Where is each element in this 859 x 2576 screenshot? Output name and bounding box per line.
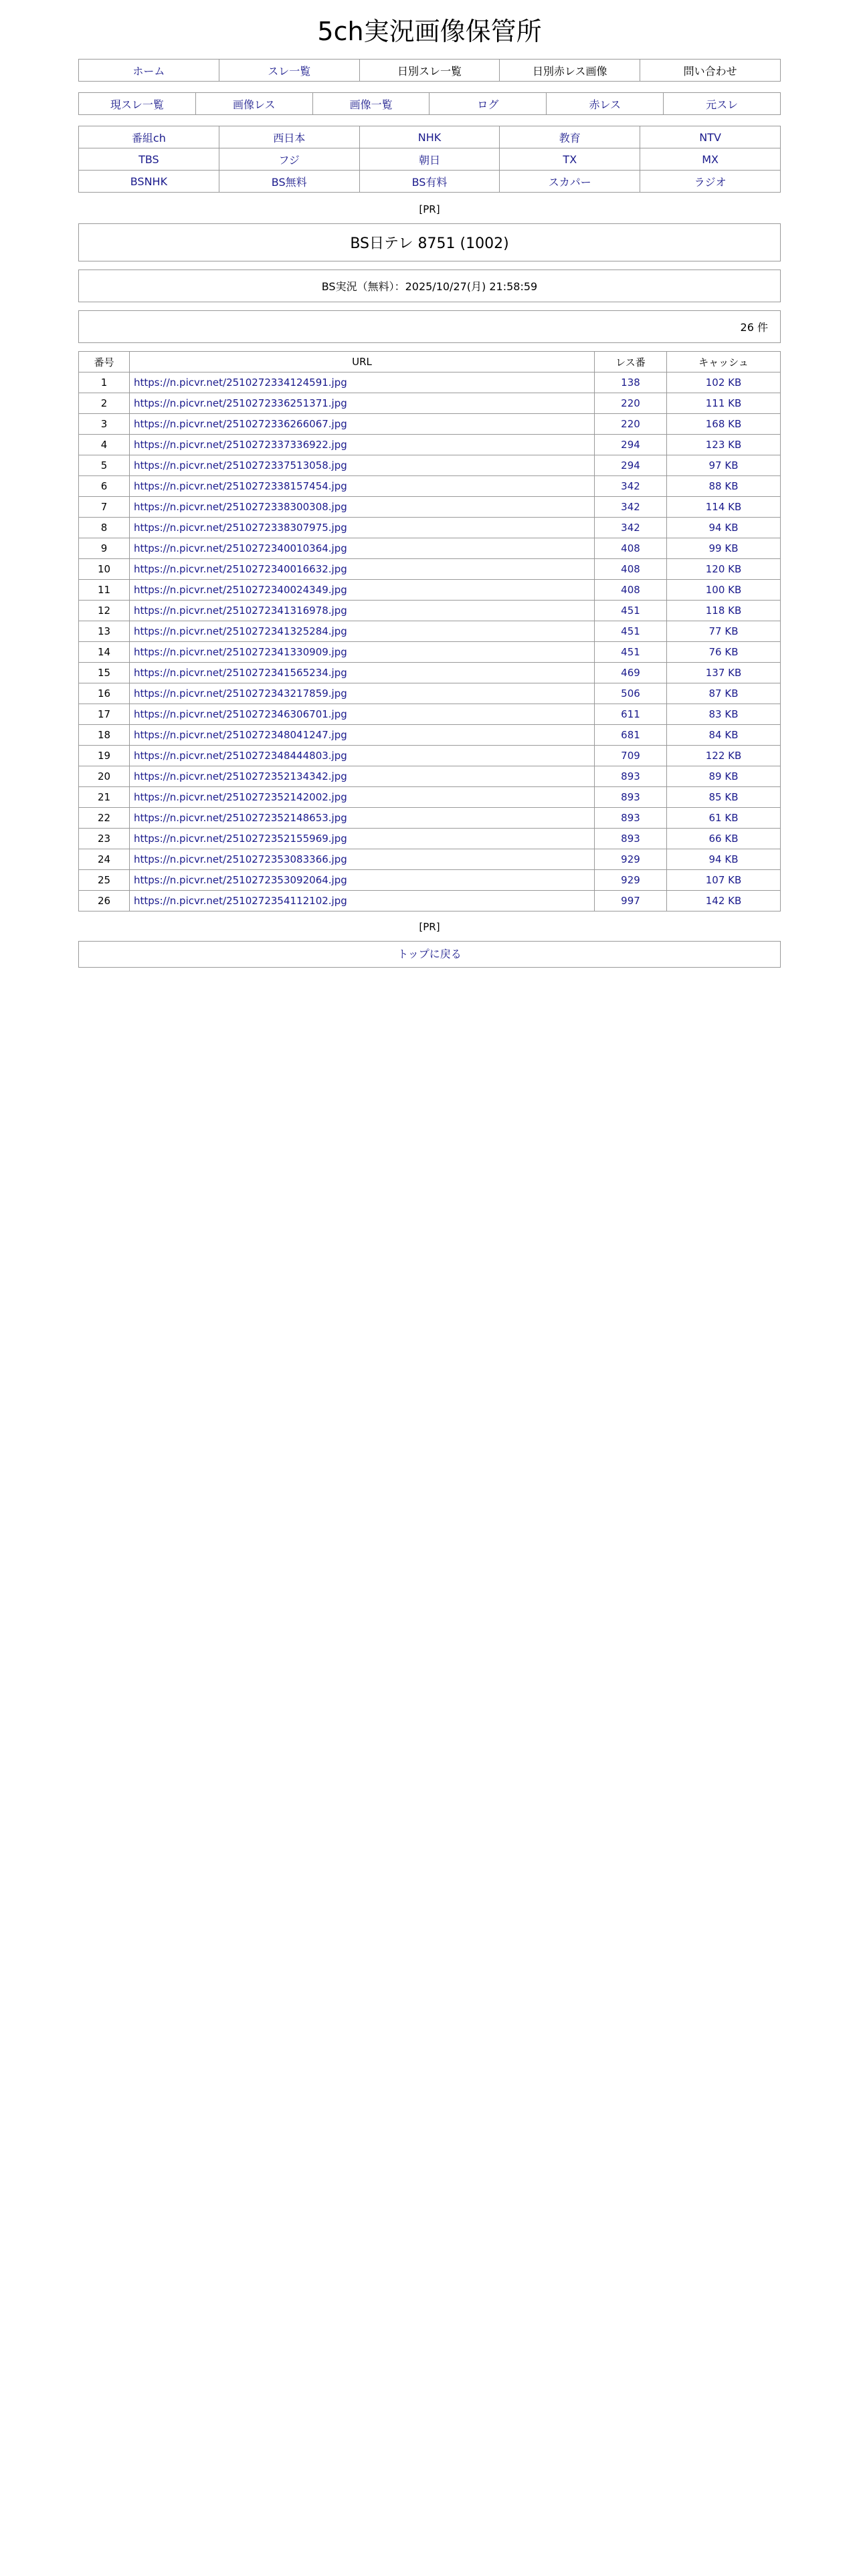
channel-cell[interactable]	[500, 126, 640, 148]
cache-size-link[interactable]: 85 KB	[708, 791, 739, 803]
image-url-link[interactable]: https://n.picvr.net/2510272337513058.jpg	[134, 459, 347, 471]
res-number-link[interactable]: 681	[621, 729, 640, 741]
channel-cell[interactable]	[500, 148, 640, 171]
image-url-link[interactable]: https://n.picvr.net/2510272338307975.jpg	[134, 522, 347, 534]
cache-size-link[interactable]: 102 KB	[705, 377, 742, 389]
nav-link-red-res[interactable]: 赤レス	[589, 98, 621, 111]
row-cache-cell[interactable]	[667, 891, 781, 911]
row-res-cell[interactable]	[595, 372, 667, 393]
row-res-cell[interactable]	[595, 829, 667, 849]
row-number: 24	[79, 849, 130, 870]
table-row	[79, 808, 781, 829]
table-row	[79, 414, 781, 435]
channel-cell[interactable]	[219, 148, 359, 171]
row-url-cell[interactable]	[130, 663, 595, 683]
row-cache-cell[interactable]	[667, 725, 781, 746]
image-url-link[interactable]: https://n.picvr.net/2510272348444803.jpg	[134, 750, 347, 762]
row-url-cell[interactable]	[130, 725, 595, 746]
row-res-cell[interactable]	[595, 621, 667, 642]
cache-size-link[interactable]: 84 KB	[708, 729, 739, 741]
back-to-top-link[interactable]: トップに戻る	[397, 948, 462, 960]
row-number: 13	[79, 621, 130, 642]
image-url-link[interactable]: https://n.picvr.net/2510272340024349.jpg	[134, 584, 347, 596]
table-row	[79, 518, 781, 538]
row-cache-cell[interactable]	[667, 870, 781, 891]
res-number-link[interactable]: 408	[621, 584, 640, 596]
channel-cell[interactable]	[500, 171, 640, 193]
table-row	[79, 663, 781, 683]
nav-label-daily-red-images: 日別赤レス画像	[533, 64, 607, 78]
table-row	[79, 746, 781, 766]
cache-size-link[interactable]: 77 KB	[708, 625, 739, 637]
row-url-cell[interactable]	[130, 435, 595, 455]
nav-label-daily-threads: 日別スレ一覧	[397, 64, 462, 78]
table-row	[79, 870, 781, 891]
row-url-cell[interactable]	[130, 891, 595, 911]
table-row	[79, 829, 781, 849]
image-url-link[interactable]: https://n.picvr.net/2510272338157454.jpg	[134, 480, 347, 492]
header-res: レス番	[595, 352, 667, 372]
row-cache-cell[interactable]	[667, 704, 781, 725]
row-cache-cell[interactable]	[667, 538, 781, 559]
table-row	[79, 891, 781, 911]
row-res-cell[interactable]	[595, 601, 667, 621]
image-url-link[interactable]: https://n.picvr.net/2510272336251371.jpg	[134, 397, 347, 409]
table-row	[79, 621, 781, 642]
nav-item-home[interactable]	[79, 60, 219, 82]
page	[78, 0, 781, 968]
table-row	[79, 497, 781, 518]
row-res-cell[interactable]	[595, 393, 667, 414]
image-url-link[interactable]: https://n.picvr.net/2510272340010364.jpg	[134, 542, 347, 554]
cache-size-link[interactable]: 89 KB	[708, 770, 739, 782]
image-url-link[interactable]: https://n.picvr.net/2510272340016632.jpg	[134, 563, 347, 575]
cache-size-link[interactable]: 99 KB	[708, 542, 739, 554]
row-res-cell[interactable]	[595, 663, 667, 683]
channel-link-bs-paid[interactable]: BS有料	[411, 175, 448, 189]
res-number-link[interactable]: 294	[621, 459, 640, 471]
row-cache-cell[interactable]	[667, 414, 781, 435]
cache-size-link[interactable]: 88 KB	[708, 480, 739, 492]
channel-cell[interactable]	[640, 171, 781, 193]
table-row	[79, 601, 781, 621]
res-number-link[interactable]: 220	[621, 397, 640, 409]
pr-label-top: [PR]	[419, 203, 440, 215]
row-number: 11	[79, 580, 130, 601]
res-number-link[interactable]: 893	[621, 791, 640, 803]
row-cache-cell[interactable]	[667, 580, 781, 601]
table-row	[79, 725, 781, 746]
row-number: 1	[79, 372, 130, 393]
channel-cell[interactable]	[640, 148, 781, 171]
pr-label-bottom: [PR]	[419, 921, 440, 933]
row-cache-cell[interactable]	[667, 849, 781, 870]
row-res-cell[interactable]	[595, 642, 667, 663]
row-res-cell[interactable]	[595, 808, 667, 829]
row-url-cell[interactable]	[130, 455, 595, 476]
nav-item-image-res[interactable]	[195, 93, 312, 115]
cache-size-link[interactable]: 94 KB	[708, 853, 739, 865]
image-url-link[interactable]: https://n.picvr.net/2510272341565234.jpg	[134, 667, 347, 679]
table-body	[79, 372, 781, 911]
row-number: 9	[79, 538, 130, 559]
channel-nav	[78, 126, 781, 193]
res-number-link[interactable]: 997	[621, 895, 640, 907]
channel-cell[interactable]	[79, 171, 219, 193]
table-row	[79, 393, 781, 414]
row-cache-cell[interactable]	[667, 476, 781, 497]
res-number-link[interactable]: 408	[621, 563, 640, 575]
row-cache-cell[interactable]	[667, 683, 781, 704]
thread-title: BS日テレ 8751 (1002)	[78, 223, 781, 261]
nav-link-image-list[interactable]: 画像一覧	[349, 98, 393, 111]
res-number-link[interactable]: 893	[621, 833, 640, 845]
row-url-cell[interactable]	[130, 372, 595, 393]
row-cache-cell[interactable]	[667, 559, 781, 580]
cache-size-link[interactable]: 94 KB	[708, 522, 739, 534]
row-res-cell[interactable]	[595, 497, 667, 518]
row-url-cell[interactable]	[130, 766, 595, 787]
res-number-link[interactable]: 342	[621, 480, 640, 492]
nav-link-home[interactable]: ホーム	[132, 64, 165, 78]
res-number-link[interactable]: 709	[621, 750, 640, 762]
row-cache-cell[interactable]	[667, 497, 781, 518]
row-number: 21	[79, 787, 130, 808]
image-url-link[interactable]: https://n.picvr.net/2510272336266067.jpg	[134, 418, 347, 430]
row-url-cell[interactable]	[130, 476, 595, 497]
row-cache-cell[interactable]	[667, 601, 781, 621]
table-row	[79, 787, 781, 808]
secondary-nav	[78, 92, 781, 115]
row-res-cell[interactable]	[595, 870, 667, 891]
image-url-link[interactable]: https://n.picvr.net/2510272343217859.jpg	[134, 687, 347, 700]
table-row	[79, 766, 781, 787]
channel-cell[interactable]	[359, 148, 500, 171]
res-number-link[interactable]: 893	[621, 770, 640, 782]
channel-link-tbs[interactable]: TBS	[138, 152, 159, 166]
row-number: 7	[79, 497, 130, 518]
row-cache-cell[interactable]	[667, 766, 781, 787]
row-number: 23	[79, 829, 130, 849]
row-res-cell[interactable]	[595, 414, 667, 435]
nav-item-image-list[interactable]	[312, 93, 430, 115]
table-row	[79, 642, 781, 663]
res-number-link[interactable]: 220	[621, 418, 640, 430]
nav-item-daily-red-images	[500, 60, 640, 82]
image-url-link[interactable]: https://n.picvr.net/2510272354112102.jpg	[134, 895, 347, 907]
channel-link-kyoiku[interactable]: 教育	[559, 131, 581, 144]
row-cache-cell[interactable]	[667, 642, 781, 663]
image-table	[78, 351, 781, 911]
cache-size-link[interactable]: 120 KB	[705, 563, 742, 575]
row-res-cell[interactable]	[595, 580, 667, 601]
channel-cell[interactable]	[359, 126, 500, 148]
row-number: 17	[79, 704, 130, 725]
row-url-cell[interactable]	[130, 683, 595, 704]
nav-link-original-thread[interactable]: 元スレ	[706, 98, 739, 111]
primary-nav	[78, 59, 781, 82]
image-url-link[interactable]: https://n.picvr.net/2510272334124591.jpg	[134, 377, 347, 389]
row-res-cell[interactable]	[595, 559, 667, 580]
row-res-cell[interactable]	[595, 455, 667, 476]
table-row	[79, 683, 781, 704]
image-url-link[interactable]: https://n.picvr.net/2510272341325284.jpg	[134, 625, 347, 637]
res-number-link[interactable]: 469	[621, 667, 640, 679]
row-number: 22	[79, 808, 130, 829]
row-cache-cell[interactable]	[667, 372, 781, 393]
cache-size-link[interactable]: 76 KB	[708, 646, 739, 658]
nav-link-thread-list[interactable]: スレ一覧	[268, 64, 311, 78]
res-number-link[interactable]: 342	[621, 522, 640, 534]
header-cache: キャッシュ	[667, 352, 781, 372]
row-url-cell[interactable]	[130, 621, 595, 642]
table-row	[79, 580, 781, 601]
image-url-link[interactable]: https://n.picvr.net/2510272352142002.jpg	[134, 791, 347, 803]
nav-link-current-threads[interactable]: 現スレ一覧	[110, 98, 164, 111]
cache-size-link[interactable]: 122 KB	[705, 750, 742, 762]
row-number: 16	[79, 683, 130, 704]
row-res-cell[interactable]	[595, 849, 667, 870]
nav-item-log[interactable]	[430, 93, 547, 115]
row-url-cell[interactable]	[130, 808, 595, 829]
row-cache-cell[interactable]	[667, 455, 781, 476]
cache-size-link[interactable]: 107 KB	[705, 874, 742, 886]
image-url-link[interactable]: https://n.picvr.net/2510272341316978.jpg	[134, 605, 347, 617]
row-url-cell[interactable]	[130, 497, 595, 518]
nav-item-contact	[640, 60, 781, 82]
cache-size-link[interactable]: 83 KB	[708, 708, 739, 720]
channel-cell[interactable]	[640, 126, 781, 148]
row-url-cell[interactable]	[130, 414, 595, 435]
cache-size-link[interactable]: 114 KB	[705, 501, 742, 513]
table-row	[79, 372, 781, 393]
channel-cell[interactable]	[359, 171, 500, 193]
row-url-cell[interactable]	[130, 601, 595, 621]
row-res-cell[interactable]	[595, 683, 667, 704]
row-res-cell[interactable]	[595, 538, 667, 559]
channel-link-asahi[interactable]: 朝日	[418, 153, 440, 167]
row-number: 20	[79, 766, 130, 787]
site-title: 5ch実況画像保管所	[317, 17, 542, 46]
channel-link-bsnhk[interactable]: BSNHK	[130, 175, 168, 188]
thread-info: BS実況（無料）：2025/10/27(月) 21:58:59	[78, 270, 781, 302]
table-row	[79, 435, 781, 455]
result-count: 26 件	[78, 310, 781, 343]
row-res-cell[interactable]	[595, 787, 667, 808]
row-number: 10	[79, 559, 130, 580]
row-cache-cell[interactable]	[667, 435, 781, 455]
channel-link-ntv[interactable]: NTV	[699, 130, 721, 144]
row-cache-cell[interactable]	[667, 663, 781, 683]
res-number-link[interactable]: 929	[621, 853, 640, 865]
row-url-cell[interactable]	[130, 642, 595, 663]
res-number-link[interactable]: 611	[621, 708, 640, 720]
image-url-link[interactable]: https://n.picvr.net/2510272353092064.jpg	[134, 874, 347, 886]
row-number: 8	[79, 518, 130, 538]
cache-size-link[interactable]: 142 KB	[705, 895, 742, 907]
channel-link-bangumi[interactable]: 番組ch	[131, 131, 166, 144]
image-url-link[interactable]: https://n.picvr.net/2510272352155969.jpg	[134, 833, 347, 845]
image-url-link[interactable]: https://n.picvr.net/2510272352134342.jpg	[134, 770, 347, 782]
image-url-link[interactable]: https://n.picvr.net/2510272346306701.jpg	[134, 708, 347, 720]
row-res-cell[interactable]	[595, 725, 667, 746]
image-url-link[interactable]: https://n.picvr.net/2510272353083366.jpg	[134, 853, 347, 865]
row-url-cell[interactable]	[130, 829, 595, 849]
cache-size-link[interactable]: 87 KB	[708, 687, 739, 700]
header-number: 番号	[79, 352, 130, 372]
table-row	[79, 559, 781, 580]
res-number-link[interactable]: 929	[621, 874, 640, 886]
row-number: 2	[79, 393, 130, 414]
channel-link-mx[interactable]: MX	[702, 152, 719, 166]
row-number: 3	[79, 414, 130, 435]
header-url: URL	[130, 352, 595, 372]
channel-link-nhk[interactable]: NHK	[417, 130, 442, 144]
nav-item-current-threads[interactable]	[79, 93, 196, 115]
channel-link-fuji[interactable]: フジ	[278, 153, 300, 167]
cache-size-link[interactable]: 111 KB	[705, 397, 742, 409]
nav-item-thread-list[interactable]	[219, 60, 359, 82]
row-cache-cell[interactable]	[667, 621, 781, 642]
row-number: 14	[79, 642, 130, 663]
channel-link-tx[interactable]: TX	[563, 152, 577, 166]
row-cache-cell[interactable]	[667, 808, 781, 829]
image-url-link[interactable]: https://n.picvr.net/2510272341330909.jpg	[134, 646, 347, 658]
image-url-link[interactable]: https://n.picvr.net/2510272352148653.jpg	[134, 812, 347, 824]
image-url-link[interactable]: https://n.picvr.net/2510272348041247.jpg	[134, 729, 347, 741]
res-number-link[interactable]: 138	[621, 377, 640, 389]
row-res-cell[interactable]	[595, 766, 667, 787]
res-number-link[interactable]: 451	[621, 625, 640, 637]
row-res-cell[interactable]	[595, 704, 667, 725]
row-url-cell[interactable]	[130, 518, 595, 538]
res-number-link[interactable]: 893	[621, 812, 640, 824]
row-cache-cell[interactable]	[667, 829, 781, 849]
row-res-cell[interactable]	[595, 891, 667, 911]
row-number: 15	[79, 663, 130, 683]
nav-item-daily-threads	[359, 60, 500, 82]
row-url-cell[interactable]	[130, 559, 595, 580]
back-to-top-box[interactable]	[78, 941, 781, 968]
nav-label-contact: 問い合わせ	[683, 64, 737, 78]
table-row	[79, 476, 781, 497]
row-number: 25	[79, 870, 130, 891]
row-number: 12	[79, 601, 130, 621]
row-number: 5	[79, 455, 130, 476]
row-cache-cell[interactable]	[667, 746, 781, 766]
row-url-cell[interactable]	[130, 746, 595, 766]
row-url-cell[interactable]	[130, 849, 595, 870]
channel-cell[interactable]	[79, 126, 219, 148]
channel-link-radio[interactable]: ラジオ	[694, 175, 727, 189]
res-number-link[interactable]: 342	[621, 501, 640, 513]
row-number: 19	[79, 746, 130, 766]
table-row	[79, 849, 781, 870]
channel-link-bs-free[interactable]: BS無料	[271, 175, 307, 189]
cache-size-link[interactable]: 118 KB	[705, 605, 742, 617]
table-header-row	[79, 352, 781, 372]
table-row	[79, 455, 781, 476]
row-url-cell[interactable]	[130, 787, 595, 808]
channel-link-nishinihon[interactable]: 西日本	[273, 131, 306, 144]
image-url-link[interactable]: https://n.picvr.net/2510272337336922.jpg	[134, 439, 347, 451]
res-number-link[interactable]: 451	[621, 646, 640, 658]
row-cache-cell[interactable]	[667, 393, 781, 414]
row-res-cell[interactable]	[595, 435, 667, 455]
row-number: 4	[79, 435, 130, 455]
cache-size-link[interactable]: 137 KB	[705, 667, 742, 679]
image-url-link[interactable]: https://n.picvr.net/2510272338300308.jpg	[134, 501, 347, 513]
row-number: 6	[79, 476, 130, 497]
row-cache-cell[interactable]	[667, 787, 781, 808]
table-row	[79, 704, 781, 725]
row-url-cell[interactable]	[130, 704, 595, 725]
row-url-cell[interactable]	[130, 538, 595, 559]
row-url-cell[interactable]	[130, 580, 595, 601]
row-cache-cell[interactable]	[667, 518, 781, 538]
cache-size-link[interactable]: 100 KB	[705, 584, 742, 596]
nav-item-original-thread[interactable]	[664, 93, 781, 115]
cache-size-link[interactable]: 66 KB	[708, 833, 739, 845]
cache-size-link[interactable]: 97 KB	[708, 459, 739, 471]
row-res-cell[interactable]	[595, 476, 667, 497]
row-url-cell[interactable]	[130, 870, 595, 891]
row-number: 26	[79, 891, 130, 911]
table-row	[79, 538, 781, 559]
res-number-link[interactable]: 408	[621, 542, 640, 554]
channel-cell[interactable]	[219, 171, 359, 193]
row-res-cell[interactable]	[595, 746, 667, 766]
cache-size-link[interactable]: 123 KB	[705, 439, 742, 451]
res-number-link[interactable]: 451	[621, 605, 640, 617]
cache-size-link[interactable]: 61 KB	[708, 812, 739, 824]
res-number-link[interactable]: 506	[621, 687, 640, 700]
channel-cell[interactable]	[219, 126, 359, 148]
nav-link-image-res[interactable]: 画像レス	[232, 98, 276, 111]
nav-link-log[interactable]: ログ	[477, 98, 499, 111]
res-number-link[interactable]: 294	[621, 439, 640, 451]
channel-link-skyperfect[interactable]: スカパー	[548, 175, 591, 189]
nav-item-red-res[interactable]	[547, 93, 664, 115]
row-url-cell[interactable]	[130, 393, 595, 414]
row-number: 18	[79, 725, 130, 746]
channel-cell[interactable]	[79, 148, 219, 171]
cache-size-link[interactable]: 168 KB	[705, 418, 742, 430]
row-res-cell[interactable]	[595, 518, 667, 538]
